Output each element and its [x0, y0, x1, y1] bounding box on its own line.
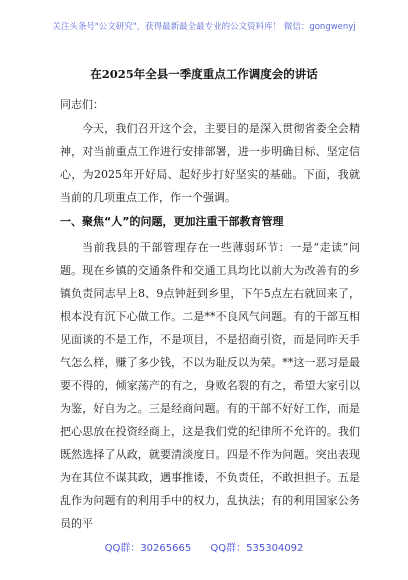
- top-banner: 关注头条号"公文研究"，获得最新最全最专业的公文资料库！ 微信：gongwenyj: [52, 22, 356, 32]
- footer: [0, 539, 408, 554]
- page-title: 在2025年全县一季度重点工作调度会的讲话: [90, 67, 318, 81]
- footer-qq-group-1: QQ群：30265665: [104, 543, 192, 554]
- salutation: 同志们：: [60, 98, 104, 111]
- intro-paragraph: 今天，我们召开这个会，主要目的是深入贯彻省委全会精神，对当前重点工作进行安排部署，进一步明确目标、坚定信心，为2025年开好局、起好步打好坚实的基础。下面，我就当前的几项重点工作，作一个强调。: [60, 122, 360, 204]
- footer-qq-group-2: QQ群：535304092: [210, 543, 304, 554]
- body-paragraph: 当前我县的干部管理存在一些薄弱环节：一是“走读”问题。现在乡镇的交通条件和交通工具均比以前大为改善有的乡镇负责同志早上8、9点钟赶到乡里，下午5点左右就回来了，根本没有沉下心做工作。二是**不良风气问题。有的干部互相见面谈的不是工作，不是项目，不是招商引资，而是同昨天手气怎么样，赚了多少钱，不以为耻反以为荣。**这一恶习是最要不得的，倾家荡产的有之，身败名裂的有之，希望大家引以为鉴，好自为之。三是经商问题。有的干部不好好工作，而是把心思放在投资经商上，这是我们党的纪律所不允许的。我们既然选择了从政，就要清淡度日。四是不作为问题。突出表现为在其位不谋其政，遇事推诿，不负责任，不敢担担子。五是乱作为问题有的利用手中的权力，乱执法；有的利用国家公务员的平: [60, 241, 360, 530]
- section-heading: 一、聚焦“人”的问题，更加注重干部教育管理: [60, 215, 284, 228]
